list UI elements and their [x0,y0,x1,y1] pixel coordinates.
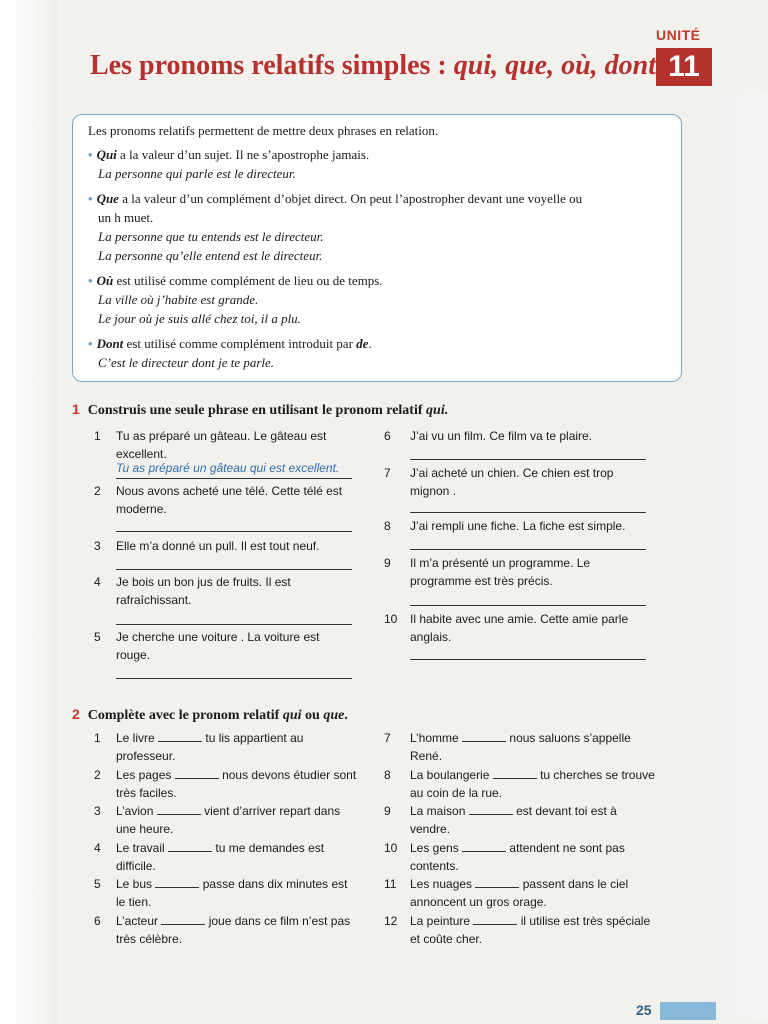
ex1-item-number: 2 [94,484,101,498]
rule-dont [88,334,667,372]
rule-que-example-1: La personne que tu entends est le directeur. [98,229,324,244]
ex2-item-rest: tu lis appartient au [205,731,304,745]
ex1-item-text: Tu as préparé un gâteau. Le gâteau est [116,429,327,443]
unit-number-badge: 11 [656,48,712,86]
ex2-item-rest: nous saluons s’appelle [509,731,631,745]
bullet-icon: • [88,336,93,351]
blank-input[interactable] [158,730,202,742]
rule-que-text: a la valeur d’un complément d’objet direct. On peut l’apostropher devant une voyelle ou [118,191,583,206]
rules-intro: Les pronoms relatifs permettent de mettre deux phrases en relation. [88,123,439,138]
blank-input[interactable] [175,767,219,779]
bullet-icon: • [88,147,93,162]
exercise-1-number: 1 [72,401,80,417]
ex2-item-number: 7 [384,731,391,745]
ex1-item-text-cont: moderne. [116,502,167,516]
ex2-item-start: La maison [410,804,466,818]
ex2-item-cont: annoncent un gros orage. [410,895,547,909]
ex1-item-text-cont: rouge. [116,648,151,662]
blank-input[interactable] [155,876,199,888]
ex2-item-cont: professeur. [116,749,176,763]
ex2-item-cont: difficile. [116,859,156,873]
blank-input[interactable] [462,840,506,852]
rule-que [88,189,667,265]
ex2-item-cont: contents. [410,859,459,873]
ex2-item-number: 6 [94,914,101,928]
rule-ou [88,271,667,328]
rule-dont-keyword: Dont [96,336,124,351]
ex1-item-number: 10 [384,612,398,626]
ex2-item-number: 10 [384,841,398,855]
ex1-item-text-cont: anglais. [410,630,452,644]
blank-input[interactable] [168,840,212,852]
page-number: 25 [636,1002,652,1018]
rule-qui-keyword: Qui [96,147,117,162]
answer-input-line[interactable] [410,549,646,550]
answer-input-line[interactable] [410,605,646,606]
blank-input[interactable] [469,803,513,815]
answer-input-line[interactable] [410,512,646,513]
rule-dont-dot: . [368,336,372,351]
blank-input[interactable] [462,730,506,742]
rule-ou-keyword: Où [96,273,114,288]
ex1-item-number: 8 [384,519,391,533]
blank-input[interactable] [473,913,517,925]
ex2-item-rest: tu cherches se trouve [540,768,655,782]
ex2-item-number: 2 [94,768,101,782]
ex1-item-number: 1 [94,429,101,443]
ex2-item-start: La peinture [410,914,471,928]
ex2-item-number: 5 [94,877,101,891]
ex2-item-start: Les gens [410,841,459,855]
ex2-item-cont: le tien. [116,895,152,909]
ex2-item-start: Le livre [116,731,155,745]
ex2-item-rest: joue dans ce film n’est pas [208,914,351,928]
ex2-item-cont: très faciles. [116,786,177,800]
exercise-2-title [72,706,348,724]
ex1-item-number: 5 [94,630,101,644]
exercise-1-instruction-italic: qui. [426,403,449,418]
ex1-item-text: Je bois un bon jus de fruits. Il est [116,575,291,589]
ex1-item-number: 7 [384,466,391,480]
bullet-icon: • [88,273,93,288]
ex2-item-cont: très célèbre. [116,932,183,946]
blank-input[interactable] [157,803,201,815]
ex2-item-number: 8 [384,768,391,782]
ex1-item-text: Nous avons acheté une télé. Cette télé est [116,484,343,498]
rule-ou-example-2: Le jour où je suis allé chez toi, il a plu. [98,311,301,326]
rule-qui [88,145,667,183]
rule-que-keyword: Que [96,191,119,206]
ex2-item-number: 4 [94,841,101,855]
answer-input-line[interactable] [116,531,352,532]
exercise-2-dot: . [344,708,348,723]
blank-input[interactable] [475,876,519,888]
ex2-item-rest: il utilise est très spéciale [520,914,651,928]
ex2-item-start: L’acteur [116,914,159,928]
rule-que-example-2: La personne qu’elle entend est le directeur. [98,248,323,263]
ex1-item-number: 9 [384,556,391,570]
exercise-2-qui: qui [282,708,302,723]
ex1-item-text: Il habite avec une amie. Cette amie parle [410,612,629,626]
rule-ou-text: est utilisé comme complément de lieu ou de temps. [113,273,383,288]
exercise-1-title [72,401,448,419]
ex2-item-cont: René. [410,749,443,763]
exercise-2-number: 2 [72,706,80,722]
exercise-2-que: que [323,708,345,723]
ex1-item-text-cont: rafraîchissant. [116,593,192,607]
answer-input-line[interactable] [116,678,352,679]
ex1-item-text-cont: excellent. [116,447,167,461]
ex2-item-number: 11 [384,877,397,891]
answer-input-line[interactable] [116,624,352,625]
ex1-item-1-answer: Tu as préparé un gâteau qui est excellent. [116,461,340,475]
answer-input-line[interactable] [410,459,646,460]
page-number-bar [660,1002,716,1020]
ex2-item-start: L’avion [116,804,154,818]
ex2-item-number: 1 [94,731,101,745]
ex1-item-text: Je cherche une voiture . La voiture est [116,630,320,644]
ex2-item-start: Le travail [116,841,165,855]
exercise-2-ou: ou [301,708,324,723]
ex2-item-start: Le bus [116,877,153,891]
ex2-item-rest: est devant toi est à [516,804,617,818]
page-edge-strip [710,90,768,1020]
exercise-1-instruction: Construis une seule phrase en utilisant le pronom relatif [87,403,427,418]
grammar-rules-box [72,114,682,382]
ex2-item-start: L’homme [410,731,459,745]
page-title-italic: qui, que, où, dont [453,50,657,81]
rule-dont-text: est utilisé comme complément introduit par [123,336,357,351]
answer-input-line[interactable] [116,569,352,570]
ex1-item-text-cont: programme est très précis. [410,574,553,588]
ex2-item-cont: et coûte cher. [410,932,483,946]
ex2-item-rest: tu me demandes est [215,841,325,855]
ex2-item-cont: au coin de la rue. [410,786,503,800]
ex2-item-rest: attendent ne sont pas [509,841,625,855]
page-title-plain: Les pronoms relatifs simples : [90,50,454,81]
rule-qui-example: La personne qui parle est le directeur. [98,166,296,181]
ex2-item-rest: nous devons étudier sont [222,768,357,782]
ex1-item-text: Il m’a présenté un programme. Le [410,556,591,570]
ex2-item-rest: passe dans dix minutes est [202,877,348,891]
blank-input[interactable] [493,767,537,779]
exercise-2-instruction: Complète avec le pronom relatif [87,708,283,723]
ex2-item-rest: vient d’arriver repart dans [204,804,341,818]
rule-ou-example-1: La ville où j’habite est grande. [98,292,259,307]
ex1-item-number: 4 [94,575,101,589]
rule-qui-text: a la valeur d’un sujet. Il ne s’apostrophe jamais. [116,147,370,162]
ex1-item-text-cont: mignon . [410,484,457,498]
ex2-item-start: Les nuages [410,877,473,891]
page-spine-shadow [0,0,58,1024]
unit-label: UNITÉ [656,27,701,43]
ex1-item-text: J’ai vu un film. Ce film va te plaire. [410,429,593,443]
ex1-item-text: Elle m’a donné un pull. Il est tout neuf. [116,539,320,553]
rule-dont-example: C’est le directeur dont je te parle. [98,355,275,370]
answer-line [116,478,352,479]
ex1-item-number: 6 [384,429,391,443]
rule-que-text-cont: un h muet. [98,210,154,225]
ex1-item-text: J’ai acheté un chien. Ce chien est trop [410,466,614,480]
bullet-icon: • [88,191,93,206]
ex2-item-number: 12 [384,914,398,928]
answer-input-line[interactable] [410,659,646,660]
ex1-item-number: 3 [94,539,101,553]
page-title [90,50,656,82]
ex2-item-start: Les pages [116,768,172,782]
ex2-item-cont: vendre. [410,822,451,836]
ex2-item-cont: une heure. [116,822,174,836]
blank-input[interactable] [161,913,205,925]
ex2-item-rest: passent dans le ciel [522,877,629,891]
ex2-item-number: 9 [384,804,391,818]
ex2-item-start: La boulangerie [410,768,490,782]
rule-dont-keyword-de: de [356,336,369,351]
ex1-item-text: J’ai rempli une fiche. La fiche est simple. [410,519,626,533]
ex2-item-number: 3 [94,804,101,818]
